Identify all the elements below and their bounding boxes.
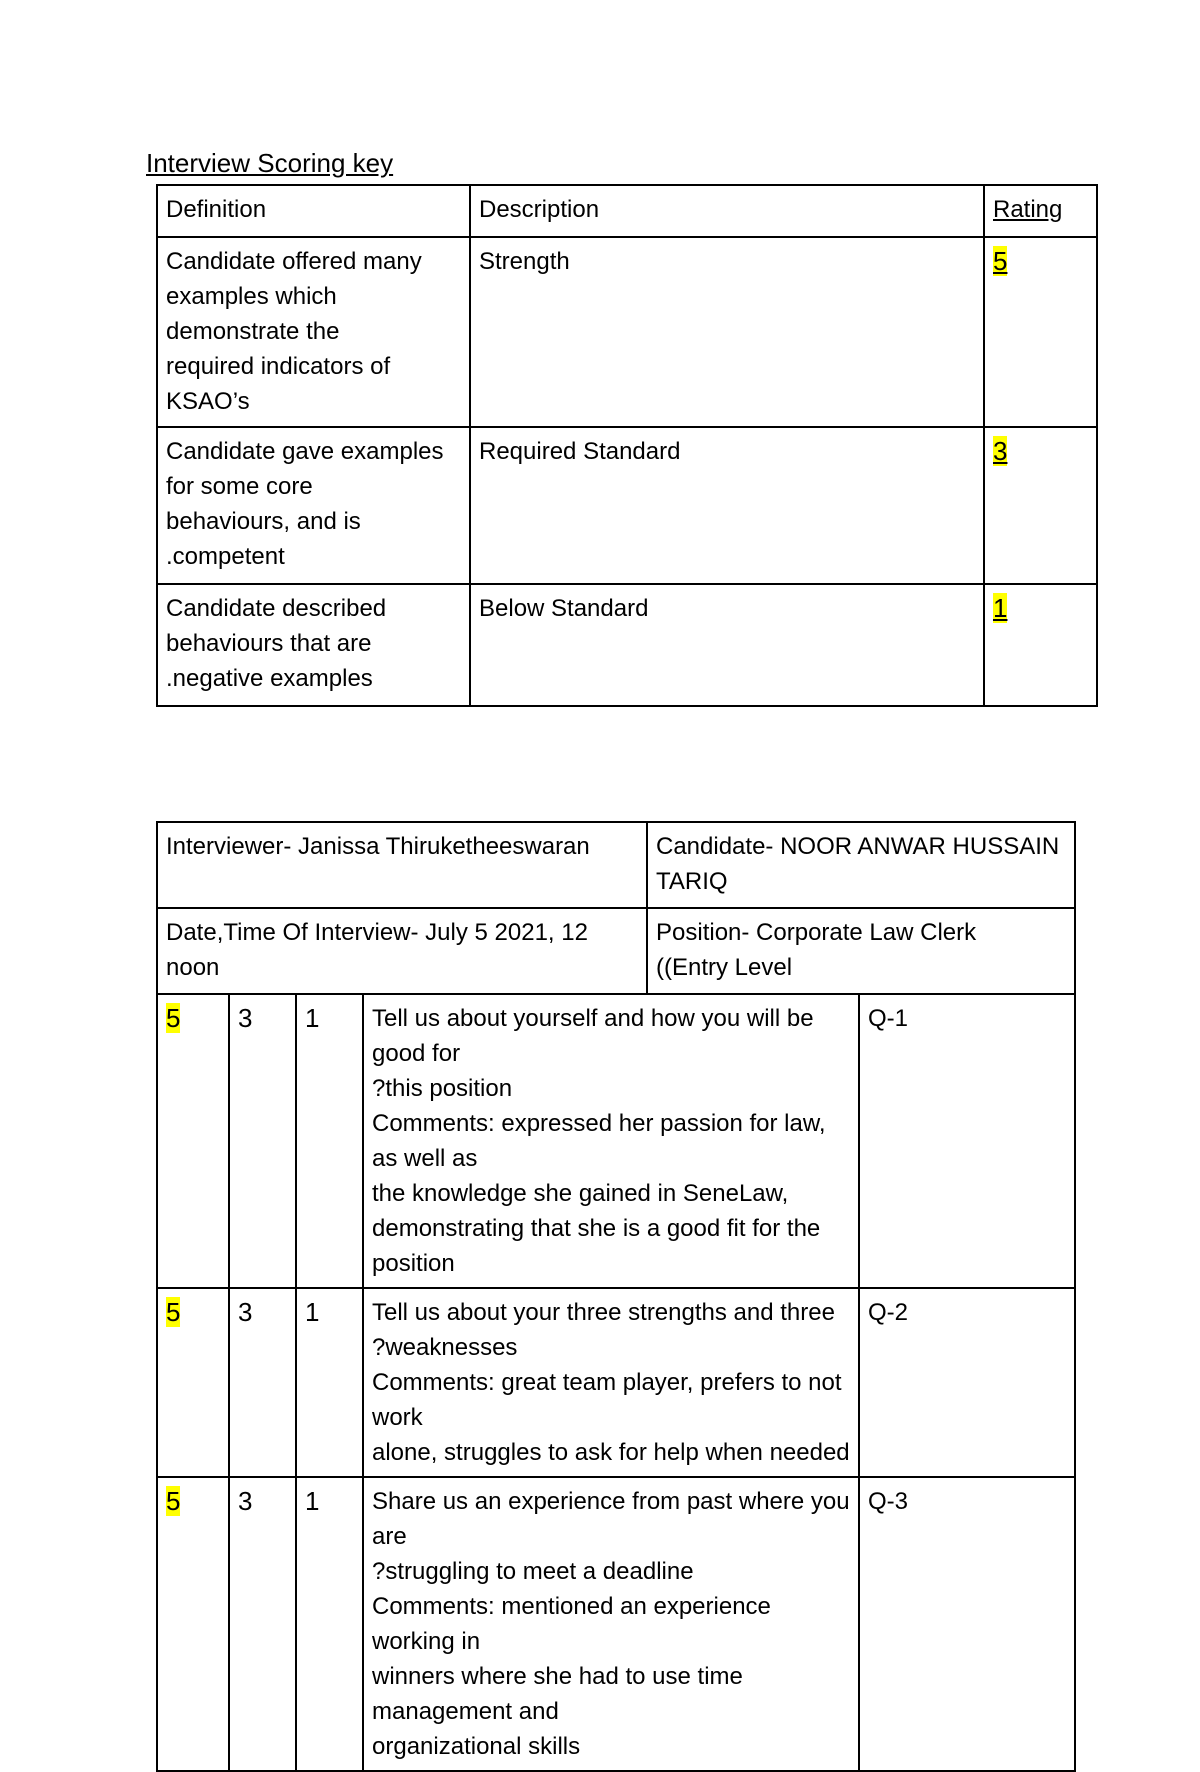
- question-id-cell: Q-3: [859, 1477, 1075, 1771]
- definition-header: Definition: [157, 185, 470, 237]
- question-row: [157, 1477, 1075, 1771]
- rating-value: 3: [993, 436, 1008, 466]
- rating-value: 5: [993, 246, 1008, 276]
- question-row: [157, 994, 1075, 1288]
- datetime-cell: Date,Time Of Interview- July 5 2021, 12 noon: [157, 908, 647, 994]
- table-row: [157, 584, 1097, 706]
- rating-cell: [984, 584, 1097, 706]
- position-cell: Position- Corporate Law Clerk ((Entry Level: [647, 908, 1075, 994]
- scoring-key-table: [156, 184, 1098, 707]
- definition-cell: Candidate offered many examples which demonstrate the required indicators of KSAO’s: [157, 237, 470, 427]
- score-1-cell: 1: [296, 994, 363, 1288]
- description-cell: Strength: [470, 237, 984, 427]
- question-id-cell: Q-2: [859, 1288, 1075, 1477]
- score-1-cell: 1: [296, 1288, 363, 1477]
- table-header-row: [157, 185, 1097, 237]
- interviewer-cell: Interviewer- Janissa Thiruketheeswaran: [157, 822, 647, 908]
- rating-value: 1: [993, 593, 1008, 623]
- score-3-cell: 3: [229, 1288, 296, 1477]
- question-text-cell: Tell us about yourself and how you will be good for ?this position Comments: expressed her passion for law, as well as the knowledge she gained in SeneLaw, demonstrating that she is a good fit for the position: [363, 994, 859, 1288]
- question-text-cell: Tell us about your three strengths and three ?weaknesses Comments: great team player, prefers to not work alone, struggles to ask for help when needed: [363, 1288, 859, 1477]
- table-row: [157, 427, 1097, 584]
- definition-cell: Candidate described behaviours that are .negative examples: [157, 584, 470, 706]
- rating-cell: [984, 427, 1097, 584]
- score-5-cell: 5: [157, 994, 229, 1288]
- table-row: [157, 237, 1097, 427]
- score-3-cell: 3: [229, 1477, 296, 1771]
- score-1-cell: 1: [296, 1477, 363, 1771]
- description-cell: Required Standard: [470, 427, 984, 584]
- score-3-cell: 3: [229, 994, 296, 1288]
- question-text-cell: Share us an experience from past where you are ?struggling to meet a deadline Comments: mentioned an experience working in winners where she had to use time management and organizational skills: [363, 1477, 859, 1771]
- page-title: Interview Scoring key: [146, 148, 394, 178]
- interviewer-row: [157, 822, 1075, 908]
- rating-cell: [984, 237, 1097, 427]
- description-header: Description: [470, 185, 984, 237]
- score-5-cell: 5: [157, 1477, 229, 1771]
- candidate-cell: Candidate- NOOR ANWAR HUSSAIN TARIQ: [647, 822, 1075, 908]
- rating-header: Rating: [984, 185, 1097, 237]
- interview-evaluation-table: [156, 821, 1076, 1772]
- question-row: [157, 1288, 1075, 1477]
- datetime-row: [157, 908, 1075, 994]
- description-cell: Below Standard: [470, 584, 984, 706]
- score-5-cell: 5: [157, 1288, 229, 1477]
- question-id-cell: Q-1: [859, 994, 1075, 1288]
- definition-cell: Candidate gave examples for some core behaviours, and is .competent: [157, 427, 470, 584]
